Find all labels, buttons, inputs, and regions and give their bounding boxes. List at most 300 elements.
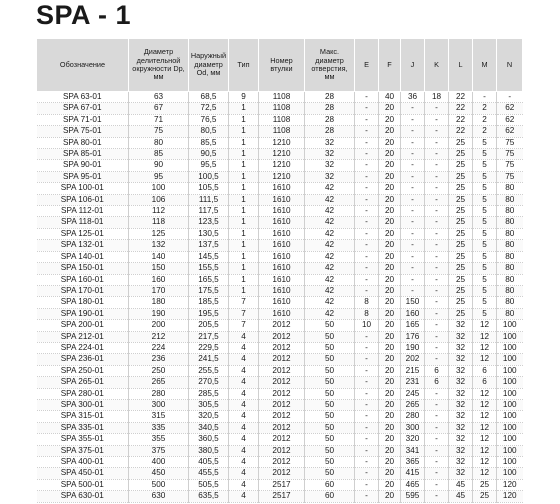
cell-pitch-diameter: 212 [129, 331, 189, 342]
cell-designation: SPA 160-01 [60, 274, 104, 284]
cell-outer-diameter: 76,5 [189, 114, 229, 125]
cell-f: 20 [379, 160, 401, 171]
cell-f: 20 [379, 320, 401, 331]
cell-bushing-number: 1210 [259, 160, 305, 171]
cell-type: 1 [229, 160, 259, 171]
cell-bushing-number: 1108 [259, 126, 305, 137]
cell-max-bore: 50 [305, 457, 355, 468]
cell-l: 32 [449, 388, 473, 399]
cell-outer-diameter: 117,5 [189, 206, 229, 217]
cell-e: - [355, 160, 379, 171]
cell-k: - [425, 194, 449, 205]
cell-outer-diameter: 195,5 [189, 308, 229, 319]
cell-max-bore: 42 [305, 206, 355, 217]
cell-n: 80 [497, 206, 523, 217]
cell-n: 62 [497, 114, 523, 125]
cell-j: 190 [401, 342, 425, 353]
cell-max-bore: 28 [305, 103, 355, 114]
cell-e: - [355, 354, 379, 365]
cell-n: 100 [497, 320, 523, 331]
cell-n: 80 [497, 263, 523, 274]
cell-outer-diameter: 80,5 [189, 126, 229, 137]
cell-bushing-number: 1610 [259, 285, 305, 296]
table-row [37, 171, 523, 182]
cell-type: 4 [229, 342, 259, 353]
cell-m: 12 [473, 331, 497, 342]
cell-k: - [425, 274, 449, 285]
cell-k: 6 [425, 377, 449, 388]
cell-bushing-number: 1610 [259, 206, 305, 217]
cell-k: - [425, 434, 449, 445]
cell-max-bore: 50 [305, 377, 355, 388]
cell-e: - [355, 285, 379, 296]
cell-l: 32 [449, 411, 473, 422]
cell-m: 25 [473, 479, 497, 490]
cell-j: - [401, 183, 425, 194]
cell-f: 20 [379, 263, 401, 274]
table-row [37, 377, 523, 388]
cell-k: - [425, 468, 449, 479]
cell-n: 100 [497, 354, 523, 365]
cell-j: - [401, 160, 425, 171]
cell-k: - [425, 354, 449, 365]
cell-pitch-diameter: 160 [129, 274, 189, 285]
cell-e: - [355, 137, 379, 148]
table-body [37, 92, 523, 503]
cell-f: 20 [379, 422, 401, 433]
cell-l: 45 [449, 479, 473, 490]
cell-l: 25 [449, 297, 473, 308]
cell-k: - [425, 388, 449, 399]
cell-n: 100 [497, 377, 523, 388]
cell-l: 32 [449, 342, 473, 353]
cell-f: 20 [379, 411, 401, 422]
cell-n: 80 [497, 228, 523, 239]
cell-k: - [425, 479, 449, 490]
cell-k: - [425, 491, 449, 502]
cell-pitch-diameter: 150 [129, 263, 189, 274]
cell-n: 80 [497, 240, 523, 251]
cell-j: - [401, 114, 425, 125]
cell-f: 20 [379, 308, 401, 319]
cell-m: 25 [473, 491, 497, 502]
cell-m: 12 [473, 354, 497, 365]
table-row [37, 274, 523, 285]
cell-j: - [401, 206, 425, 217]
cell-outer-diameter: 72,5 [189, 103, 229, 114]
cell-bushing-number: 1610 [259, 183, 305, 194]
cell-j: 341 [401, 445, 425, 456]
cell-bushing-number: 2012 [259, 354, 305, 365]
cell-f: 20 [379, 377, 401, 388]
cell-bushing-number: 1210 [259, 137, 305, 148]
cell-pitch-diameter: 132 [129, 240, 189, 251]
cell-l: 25 [449, 194, 473, 205]
cell-type: 7 [229, 308, 259, 319]
cell-outer-diameter: 165,5 [189, 274, 229, 285]
cell-pitch-diameter: 118 [129, 217, 189, 228]
cell-e: - [355, 388, 379, 399]
table-row [37, 92, 523, 103]
table-row [37, 479, 523, 490]
cell-designation: SPA 315-01 [60, 411, 104, 421]
cell-pitch-diameter: 355 [129, 434, 189, 445]
table-row [37, 137, 523, 148]
header-col-n: N [497, 39, 523, 92]
cell-e: - [355, 434, 379, 445]
cell-type: 4 [229, 354, 259, 365]
cell-k: - [425, 422, 449, 433]
cell-f: 20 [379, 354, 401, 365]
cell-pitch-diameter: 85 [129, 149, 189, 160]
cell-k: - [425, 320, 449, 331]
cell-l: 32 [449, 377, 473, 388]
cell-m: 5 [473, 149, 497, 160]
table-row [37, 263, 523, 274]
cell-j: 365 [401, 457, 425, 468]
cell-bushing-number: 1108 [259, 103, 305, 114]
cell-n: 100 [497, 388, 523, 399]
cell-pitch-diameter: 140 [129, 251, 189, 262]
cell-outer-diameter: 68,5 [189, 92, 229, 103]
cell-pitch-diameter: 100 [129, 183, 189, 194]
cell-pitch-diameter: 630 [129, 491, 189, 502]
cell-max-bore: 28 [305, 114, 355, 125]
cell-outer-diameter: 635,5 [189, 491, 229, 502]
cell-outer-diameter: 505,5 [189, 479, 229, 490]
table-row [37, 251, 523, 262]
cell-max-bore: 50 [305, 468, 355, 479]
cell-designation: SPA 95-01 [37, 171, 129, 182]
cell-n: 80 [497, 251, 523, 262]
cell-e: - [355, 457, 379, 468]
cell-e: - [355, 365, 379, 376]
cell-m: 5 [473, 206, 497, 217]
cell-l: 25 [449, 217, 473, 228]
cell-max-bore: 50 [305, 411, 355, 422]
cell-j: - [401, 194, 425, 205]
cell-n: 80 [497, 274, 523, 285]
cell-l: 25 [449, 285, 473, 296]
cell-f: 20 [379, 228, 401, 239]
cell-designation: SPA 170-01 [37, 285, 129, 296]
cell-e: - [355, 479, 379, 490]
cell-m: 5 [473, 137, 497, 148]
cell-outer-diameter: 340,5 [189, 422, 229, 433]
cell-n: 120 [497, 491, 523, 502]
cell-outer-diameter: 123,5 [189, 217, 229, 228]
cell-pitch-diameter: 80 [129, 137, 189, 148]
cell-designation: SPA 90-01 [62, 160, 102, 170]
cell-f: 20 [379, 365, 401, 376]
cell-m: 12 [473, 422, 497, 433]
table-row [37, 183, 523, 194]
cell-type: 9 [229, 92, 259, 103]
header-col-m: M [473, 39, 497, 92]
cell-l: 32 [449, 445, 473, 456]
cell-designation: SPA 375-01 [37, 445, 129, 456]
cell-n: 80 [497, 285, 523, 296]
table-row [37, 411, 523, 422]
cell-j: 160 [401, 308, 425, 319]
cell-type: 1 [229, 263, 259, 274]
cell-max-bore: 42 [305, 194, 355, 205]
cell-type: 1 [229, 251, 259, 262]
cell-n: 100 [497, 331, 523, 342]
cell-k: - [425, 171, 449, 182]
cell-j: 595 [401, 491, 425, 502]
cell-pitch-diameter: 335 [129, 422, 189, 433]
cell-m: 12 [473, 399, 497, 410]
cell-n: 100 [497, 468, 523, 479]
cell-n: 80 [497, 194, 523, 205]
cell-k: - [425, 445, 449, 456]
cell-max-bore: 50 [305, 365, 355, 376]
cell-max-bore: 50 [305, 331, 355, 342]
cell-k: - [425, 399, 449, 410]
cell-m: 12 [473, 468, 497, 479]
cell-f: 20 [379, 114, 401, 125]
cell-e: - [355, 377, 379, 388]
cell-j: - [401, 274, 425, 285]
table-row [37, 445, 523, 456]
cell-f: 20 [379, 297, 401, 308]
cell-designation: SPA 80-01 [62, 137, 102, 147]
cell-e: - [355, 274, 379, 285]
cell-max-bore: 50 [305, 434, 355, 445]
cell-bushing-number: 1610 [259, 251, 305, 262]
cell-f: 20 [379, 479, 401, 490]
cell-n: 80 [497, 308, 523, 319]
cell-j: - [401, 149, 425, 160]
cell-max-bore: 42 [305, 228, 355, 239]
cell-designation: SPA 335-01 [37, 422, 129, 433]
cell-bushing-number: 2012 [259, 320, 305, 331]
table-row [37, 354, 523, 365]
cell-max-bore: 32 [305, 160, 355, 171]
table-row [37, 206, 523, 217]
cell-type: 1 [229, 228, 259, 239]
cell-designation: SPA 400-01 [60, 457, 104, 466]
cell-pitch-diameter: 75 [129, 126, 189, 137]
cell-k: - [425, 457, 449, 468]
cell-e: - [355, 149, 379, 160]
cell-outer-diameter: 205,5 [189, 320, 229, 331]
cell-designation: SPA 140-01 [60, 251, 104, 261]
cell-bushing-number: 2012 [259, 342, 305, 353]
cell-designation: SPA 236-01 [37, 354, 129, 365]
cell-l: 25 [449, 274, 473, 285]
cell-l: 25 [449, 308, 473, 319]
header-col-max-bore: Макс. диаметр отверстия, мм [305, 39, 355, 92]
cell-f: 20 [379, 206, 401, 217]
table-row [37, 228, 523, 239]
cell-j: 265 [401, 399, 425, 410]
cell-designation: SPA 150-01 [37, 263, 129, 274]
cell-max-bore: 50 [305, 445, 355, 456]
cell-l: 32 [449, 399, 473, 410]
cell-pitch-diameter: 300 [129, 399, 189, 410]
cell-type: 1 [229, 217, 259, 228]
cell-k: - [425, 411, 449, 422]
cell-m: 2 [473, 126, 497, 137]
table-header [37, 39, 523, 92]
cell-designation: SPA 212-01 [37, 331, 129, 342]
cell-n: 75 [497, 171, 523, 182]
cell-pitch-diameter: 280 [129, 388, 189, 399]
cell-l: 45 [449, 491, 473, 502]
cell-max-bore: 42 [305, 274, 355, 285]
cell-max-bore: 42 [305, 217, 355, 228]
table-row [37, 388, 523, 399]
cell-j: 415 [401, 468, 425, 479]
cell-e: - [355, 171, 379, 182]
cell-n: 75 [497, 137, 523, 148]
cell-f: 20 [379, 149, 401, 160]
table-row [37, 297, 523, 308]
cell-n: 100 [497, 434, 523, 445]
cell-m: 12 [473, 320, 497, 331]
cell-l: 25 [449, 149, 473, 160]
table-row [37, 365, 523, 376]
cell-pitch-diameter: 375 [129, 445, 189, 456]
cell-j: - [401, 137, 425, 148]
cell-bushing-number: 2012 [259, 331, 305, 342]
cell-type: 1 [229, 183, 259, 194]
cell-n: 80 [497, 183, 523, 194]
cell-j: 176 [401, 331, 425, 342]
cell-m: 5 [473, 228, 497, 239]
cell-e: - [355, 194, 379, 205]
cell-bushing-number: 1610 [259, 274, 305, 285]
cell-bushing-number: 2012 [259, 445, 305, 456]
cell-k: - [425, 263, 449, 274]
cell-j: - [401, 263, 425, 274]
cell-j: 245 [401, 388, 425, 399]
cell-type: 4 [229, 399, 259, 410]
cell-k: 6 [425, 365, 449, 376]
cell-n: 80 [497, 297, 523, 308]
cell-k: - [425, 297, 449, 308]
cell-m: 12 [473, 411, 497, 422]
page-title: SPA - 1 [36, 0, 132, 30]
cell-outer-diameter: 320,5 [189, 411, 229, 422]
table-row [37, 491, 523, 502]
cell-m: 5 [473, 308, 497, 319]
cell-j: - [401, 126, 425, 137]
cell-designation: SPA 500-01 [60, 479, 104, 489]
cell-n: 100 [497, 457, 523, 468]
cell-n: 100 [497, 365, 523, 376]
cell-j: 202 [401, 354, 425, 365]
cell-f: 20 [379, 445, 401, 456]
cell-type: 4 [229, 434, 259, 445]
header-col-designation: Обозначение [37, 39, 129, 92]
header-row [37, 39, 523, 92]
cell-f: 20 [379, 240, 401, 251]
cell-l: 22 [449, 103, 473, 114]
header-col-outer-diameter: Наружный диаметр Od, мм [189, 39, 229, 92]
cell-n: 80 [497, 217, 523, 228]
cell-m: 5 [473, 240, 497, 251]
cell-designation: SPA 200-01 [60, 320, 104, 330]
cell-outer-diameter: 380,5 [189, 445, 229, 456]
cell-pitch-diameter: 90 [129, 160, 189, 171]
cell-bushing-number: 1610 [259, 194, 305, 205]
cell-e: - [355, 399, 379, 410]
cell-pitch-diameter: 265 [129, 377, 189, 388]
cell-type: 4 [229, 422, 259, 433]
cell-designation: SPA 118-01 [37, 217, 129, 228]
table-row [37, 342, 523, 353]
cell-k: - [425, 114, 449, 125]
cell-n: 120 [497, 479, 523, 490]
cell-designation: SPA 450-01 [37, 468, 129, 479]
cell-j: - [401, 240, 425, 251]
header-col-e: E [355, 39, 379, 92]
cell-max-bore: 50 [305, 422, 355, 433]
cell-type: 7 [229, 297, 259, 308]
cell-outer-diameter: 305,5 [189, 399, 229, 410]
cell-max-bore: 32 [305, 171, 355, 182]
cell-type: 4 [229, 479, 259, 490]
cell-outer-diameter: 217,5 [189, 331, 229, 342]
cell-l: 25 [449, 160, 473, 171]
cell-type: 1 [229, 240, 259, 251]
cell-designation: SPA 180-01 [60, 297, 104, 307]
cell-outer-diameter: 285,5 [189, 388, 229, 399]
cell-e: - [355, 228, 379, 239]
cell-l: 22 [449, 92, 473, 103]
cell-l: 25 [449, 240, 473, 251]
cell-bushing-number: 1610 [259, 263, 305, 274]
cell-m: 6 [473, 377, 497, 388]
cell-m: 5 [473, 160, 497, 171]
cell-bushing-number: 1610 [259, 240, 305, 251]
cell-outer-diameter: 111,5 [189, 194, 229, 205]
cell-m: 12 [473, 388, 497, 399]
cell-m: 5 [473, 263, 497, 274]
cell-pitch-diameter: 71 [129, 114, 189, 125]
cell-k: - [425, 149, 449, 160]
cell-outer-diameter: 360,5 [189, 434, 229, 445]
cell-type: 1 [229, 114, 259, 125]
cell-l: 22 [449, 114, 473, 125]
cell-f: 20 [379, 183, 401, 194]
cell-bushing-number: 1210 [259, 171, 305, 182]
table-row [37, 308, 523, 319]
cell-pitch-diameter: 450 [129, 468, 189, 479]
cell-type: 4 [229, 445, 259, 456]
header-col-f: F [379, 39, 401, 92]
cell-max-bore: 28 [305, 126, 355, 137]
table-row [37, 149, 523, 160]
cell-designation: SPA 75-01 [37, 126, 129, 137]
cell-m: 12 [473, 457, 497, 468]
cell-type: 1 [229, 194, 259, 205]
cell-max-bore: 60 [305, 479, 355, 490]
cell-f: 20 [379, 388, 401, 399]
cell-outer-diameter: 130,5 [189, 228, 229, 239]
cell-max-bore: 60 [305, 491, 355, 502]
cell-f: 20 [379, 457, 401, 468]
cell-designation: SPA 67-01 [37, 103, 129, 114]
cell-max-bore: 42 [305, 240, 355, 251]
cell-type: 1 [229, 137, 259, 148]
cell-k: - [425, 228, 449, 239]
cell-n: 75 [497, 149, 523, 160]
table-row [37, 103, 523, 114]
